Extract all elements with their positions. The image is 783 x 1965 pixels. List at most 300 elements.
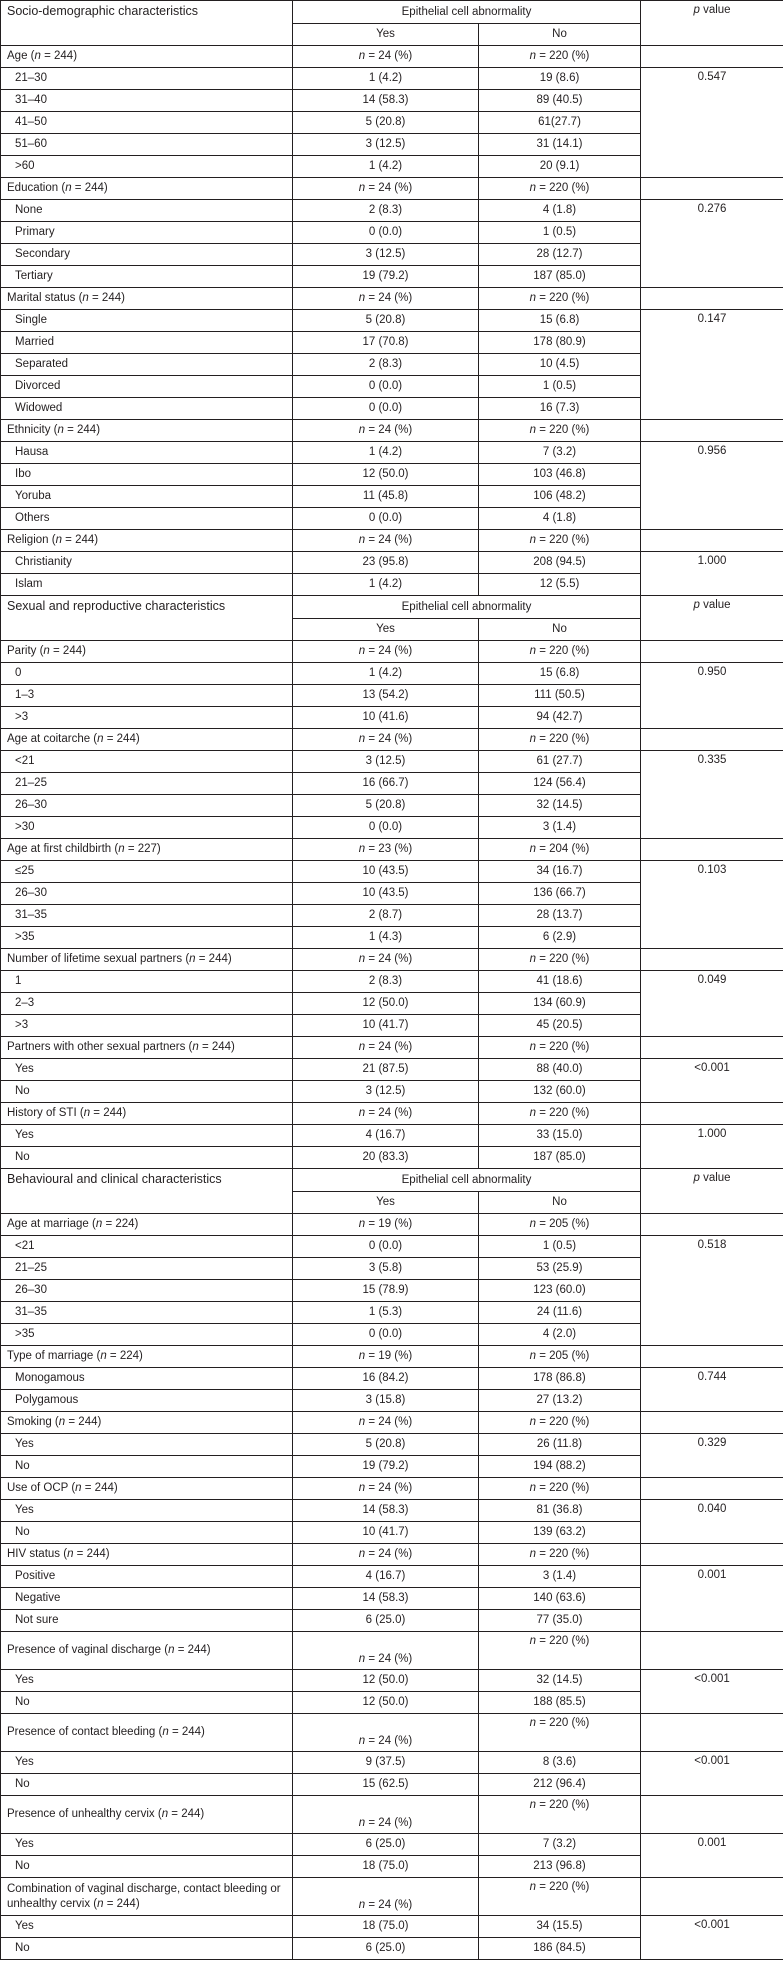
row-yes-value: 14 (58.3): [293, 90, 479, 112]
group-row: [1, 1346, 783, 1368]
table-row: [1, 1125, 783, 1147]
p-value: 0.147: [641, 310, 783, 420]
row-yes-value: 16 (84.2): [293, 1368, 479, 1390]
row-yes-value: 17 (70.8): [293, 332, 479, 354]
row-no-value: 61(27.7): [479, 112, 641, 134]
group-row: [1, 178, 783, 200]
row-no-value: 53 (25.9): [479, 1258, 641, 1280]
row-no-value: 24 (11.6): [479, 1302, 641, 1324]
group-yes-n: n = 24 (%): [293, 1412, 479, 1434]
row-no-value: 1 (0.5): [479, 376, 641, 398]
row-label: No: [1, 1147, 293, 1169]
no-column-header: No: [479, 24, 641, 46]
row-yes-value: 18 (75.0): [293, 1916, 479, 1938]
group-label: Marital status (n = 244): [1, 288, 293, 310]
no-column-header: No: [479, 619, 641, 641]
table-row: [1, 68, 783, 90]
group-p-spacer: [641, 949, 783, 971]
group-no-n: n = 220 (%): [479, 178, 641, 200]
group-no-n: n = 220 (%): [479, 46, 641, 68]
row-label: Yes: [1, 1434, 293, 1456]
row-no-value: 194 (88.2): [479, 1456, 641, 1478]
row-yes-value: 12 (50.0): [293, 993, 479, 1015]
p-value-header: p value: [641, 596, 783, 641]
row-yes-value: 1 (4.2): [293, 68, 479, 90]
group-p-spacer: [641, 530, 783, 552]
row-yes-value: 15 (62.5): [293, 1774, 479, 1796]
row-label: No: [1, 1938, 293, 1960]
row-yes-value: 10 (41.7): [293, 1015, 479, 1037]
row-yes-value: 10 (43.5): [293, 861, 479, 883]
row-label: 31–40: [1, 90, 293, 112]
row-label: Secondary: [1, 244, 293, 266]
group-p-spacer: [641, 1346, 783, 1368]
group-yes-n: n = 24 (%): [293, 178, 479, 200]
row-label: Separated: [1, 354, 293, 376]
row-yes-value: 3 (12.5): [293, 134, 479, 156]
row-label: Yes: [1, 1125, 293, 1147]
group-row: [1, 46, 783, 68]
table-row: [1, 971, 783, 993]
row-label: Married: [1, 332, 293, 354]
row-label: Hausa: [1, 442, 293, 464]
table-row: [1, 1236, 783, 1258]
row-yes-value: 4 (16.7): [293, 1566, 479, 1588]
group-no-n: n = 220 (%): [479, 530, 641, 552]
group-label: Age at coitarche (n = 244): [1, 729, 293, 751]
group-row: [1, 641, 783, 663]
group-yes-n: n = 24 (%): [293, 420, 479, 442]
p-value: 0.744: [641, 1368, 783, 1412]
row-yes-value: 1 (4.2): [293, 156, 479, 178]
row-yes-value: 0 (0.0): [293, 817, 479, 839]
table-row: [1, 1566, 783, 1588]
row-no-value: 132 (60.0): [479, 1081, 641, 1103]
p-value-header: p value: [641, 1169, 783, 1214]
group-p-spacer: [641, 1878, 783, 1916]
group-label: Type of marriage (n = 224): [1, 1346, 293, 1368]
p-value: 0.547: [641, 68, 783, 178]
group-yes-n: n = 24 (%): [293, 729, 479, 751]
row-no-value: 134 (60.9): [479, 993, 641, 1015]
table-row: [1, 1834, 783, 1856]
row-label: Yes: [1, 1916, 293, 1938]
row-yes-value: 2 (8.3): [293, 354, 479, 376]
row-yes-value: 10 (41.6): [293, 707, 479, 729]
group-no-n: n = 220 (%): [479, 641, 641, 663]
p-value: 0.276: [641, 200, 783, 288]
row-label: Positive: [1, 1566, 293, 1588]
section-title: Behavioural and clinical characteristics: [1, 1169, 293, 1214]
group-p-spacer: [641, 1714, 783, 1752]
group-no-n: n = 220 (%): [479, 1103, 641, 1125]
row-no-value: 4 (1.8): [479, 200, 641, 222]
row-yes-value: 18 (75.0): [293, 1856, 479, 1878]
yes-column-header: Yes: [293, 1192, 479, 1214]
row-yes-value: 5 (20.8): [293, 1434, 479, 1456]
row-no-value: 28 (13.7): [479, 905, 641, 927]
row-label: Primary: [1, 222, 293, 244]
p-value: 0.001: [641, 1834, 783, 1878]
row-label: Yoruba: [1, 486, 293, 508]
row-label: 26–30: [1, 1280, 293, 1302]
row-label: Yes: [1, 1500, 293, 1522]
row-yes-value: 12 (50.0): [293, 1670, 479, 1692]
group-p-spacer: [641, 288, 783, 310]
row-yes-value: 19 (79.2): [293, 1456, 479, 1478]
row-no-value: 178 (86.8): [479, 1368, 641, 1390]
row-no-value: 34 (15.5): [479, 1916, 641, 1938]
row-no-value: 81 (36.8): [479, 1500, 641, 1522]
row-label: No: [1, 1081, 293, 1103]
p-value: 0.001: [641, 1566, 783, 1632]
table-row: [1, 1500, 783, 1522]
table-row: [1, 1916, 783, 1938]
row-label: >35: [1, 927, 293, 949]
p-value: <0.001: [641, 1916, 783, 1960]
row-no-value: 106 (48.2): [479, 486, 641, 508]
group-label: History of STI (n = 244): [1, 1103, 293, 1125]
row-yes-value: 1 (4.2): [293, 574, 479, 596]
row-no-value: 111 (50.5): [479, 685, 641, 707]
table-row: [1, 663, 783, 685]
group-no-n: n = 220 (%): [479, 420, 641, 442]
row-label: 21–25: [1, 773, 293, 795]
group-p-spacer: [641, 1632, 783, 1670]
group-no-n: n = 220 (%): [479, 1878, 641, 1916]
group-p-spacer: [641, 1796, 783, 1834]
row-label: >3: [1, 707, 293, 729]
group-p-spacer: [641, 1214, 783, 1236]
group-label: Presence of vaginal discharge (n = 244): [1, 1632, 293, 1670]
row-label: 0: [1, 663, 293, 685]
group-no-n: n = 220 (%): [479, 1714, 641, 1752]
group-yes-n: n = 24 (%): [293, 641, 479, 663]
group-p-spacer: [641, 420, 783, 442]
group-label: HIV status (n = 244): [1, 1544, 293, 1566]
row-label: 51–60: [1, 134, 293, 156]
p-value: 0.329: [641, 1434, 783, 1478]
row-label: 1: [1, 971, 293, 993]
row-label: Yes: [1, 1752, 293, 1774]
row-label: Tertiary: [1, 266, 293, 288]
group-label: Use of OCP (n = 244): [1, 1478, 293, 1500]
row-label: No: [1, 1456, 293, 1478]
group-yes-n: n = 24 (%): [293, 46, 479, 68]
row-label: Islam: [1, 574, 293, 596]
row-no-value: 139 (63.2): [479, 1522, 641, 1544]
row-label: 41–50: [1, 112, 293, 134]
row-label: >35: [1, 1324, 293, 1346]
row-label: 1–3: [1, 685, 293, 707]
section-header-row: [1, 596, 783, 619]
group-row: [1, 839, 783, 861]
row-no-value: 187 (85.0): [479, 1147, 641, 1169]
group-yes-n: n = 24 (%): [293, 1103, 479, 1125]
row-no-value: 103 (46.8): [479, 464, 641, 486]
row-no-value: 32 (14.5): [479, 795, 641, 817]
p-value-header: p value: [641, 1, 783, 46]
section-header-row: [1, 1169, 783, 1192]
row-label: Monogamous: [1, 1368, 293, 1390]
row-no-value: 208 (94.5): [479, 552, 641, 574]
row-no-value: 178 (80.9): [479, 332, 641, 354]
column-group-header: Epithelial cell abnormality: [293, 596, 641, 619]
group-yes-n: n = 24 (%): [293, 1478, 479, 1500]
table-row: [1, 442, 783, 464]
row-label: Ibo: [1, 464, 293, 486]
row-yes-value: 13 (54.2): [293, 685, 479, 707]
row-yes-value: 19 (79.2): [293, 266, 479, 288]
row-no-value: 20 (9.1): [479, 156, 641, 178]
group-label: Number of lifetime sexual partners (n = 244): [1, 949, 293, 971]
group-p-spacer: [641, 729, 783, 751]
group-p-spacer: [641, 1544, 783, 1566]
row-no-value: 212 (96.4): [479, 1774, 641, 1796]
group-label: Ethnicity (n = 244): [1, 420, 293, 442]
p-value: 0.040: [641, 1500, 783, 1544]
group-row: [1, 1103, 783, 1125]
group-no-n: n = 204 (%): [479, 839, 641, 861]
group-row: [1, 288, 783, 310]
group-label: Smoking (n = 244): [1, 1412, 293, 1434]
group-yes-n: n = 24 (%): [293, 1878, 479, 1916]
row-no-value: 15 (6.8): [479, 310, 641, 332]
group-yes-n: n = 24 (%): [293, 949, 479, 971]
row-label: Single: [1, 310, 293, 332]
row-no-value: 45 (20.5): [479, 1015, 641, 1037]
row-label: No: [1, 1522, 293, 1544]
group-row: [1, 1478, 783, 1500]
group-yes-n: n = 24 (%): [293, 1714, 479, 1752]
p-value: 1.000: [641, 552, 783, 596]
row-label: 26–30: [1, 795, 293, 817]
row-label: None: [1, 200, 293, 222]
group-p-spacer: [641, 1103, 783, 1125]
row-label: No: [1, 1774, 293, 1796]
row-label: Others: [1, 508, 293, 530]
row-yes-value: 0 (0.0): [293, 1324, 479, 1346]
table-body: [1, 1, 783, 1960]
group-row: [1, 729, 783, 751]
row-yes-value: 2 (8.7): [293, 905, 479, 927]
group-label: Parity (n = 244): [1, 641, 293, 663]
group-label: Age at first childbirth (n = 227): [1, 839, 293, 861]
row-label: Yes: [1, 1670, 293, 1692]
row-no-value: 28 (12.7): [479, 244, 641, 266]
row-label: <21: [1, 751, 293, 773]
group-yes-n: n = 24 (%): [293, 288, 479, 310]
section-title: Socio-demographic characteristics: [1, 1, 293, 46]
group-label: Age at marriage (n = 224): [1, 1214, 293, 1236]
row-yes-value: 4 (16.7): [293, 1125, 479, 1147]
row-no-value: 188 (85.5): [479, 1692, 641, 1714]
p-value: <0.001: [641, 1059, 783, 1103]
group-no-n: n = 220 (%): [479, 1544, 641, 1566]
row-label: Polygamous: [1, 1390, 293, 1412]
group-no-n: n = 220 (%): [479, 1796, 641, 1834]
row-yes-value: 0 (0.0): [293, 398, 479, 420]
row-yes-value: 0 (0.0): [293, 376, 479, 398]
row-no-value: 4 (1.8): [479, 508, 641, 530]
yes-column-header: Yes: [293, 619, 479, 641]
row-no-value: 41 (18.6): [479, 971, 641, 993]
group-row: [1, 1796, 783, 1834]
group-no-n: n = 220 (%): [479, 1412, 641, 1434]
row-no-value: 4 (2.0): [479, 1324, 641, 1346]
group-row: [1, 949, 783, 971]
row-yes-value: 1 (4.2): [293, 663, 479, 685]
group-p-spacer: [641, 839, 783, 861]
group-no-n: n = 205 (%): [479, 1346, 641, 1368]
row-yes-value: 20 (83.3): [293, 1147, 479, 1169]
row-no-value: 213 (96.8): [479, 1856, 641, 1878]
group-no-n: n = 220 (%): [479, 729, 641, 751]
row-no-value: 7 (3.2): [479, 1834, 641, 1856]
row-no-value: 186 (84.5): [479, 1938, 641, 1960]
row-label: <21: [1, 1236, 293, 1258]
row-yes-value: 14 (58.3): [293, 1588, 479, 1610]
row-no-value: 3 (1.4): [479, 1566, 641, 1588]
group-no-n: n = 220 (%): [479, 288, 641, 310]
row-yes-value: 12 (50.0): [293, 1692, 479, 1714]
group-label: Presence of unhealthy cervix (n = 244): [1, 1796, 293, 1834]
row-yes-value: 2 (8.3): [293, 200, 479, 222]
row-yes-value: 9 (37.5): [293, 1752, 479, 1774]
table-row: [1, 310, 783, 332]
row-yes-value: 21 (87.5): [293, 1059, 479, 1081]
row-label: >60: [1, 156, 293, 178]
row-no-value: 187 (85.0): [479, 266, 641, 288]
row-yes-value: 0 (0.0): [293, 222, 479, 244]
row-no-value: 32 (14.5): [479, 1670, 641, 1692]
row-label: 31–35: [1, 905, 293, 927]
row-label: 2–3: [1, 993, 293, 1015]
group-yes-n: n = 24 (%): [293, 1632, 479, 1670]
row-yes-value: 3 (15.8): [293, 1390, 479, 1412]
row-yes-value: 23 (95.8): [293, 552, 479, 574]
group-no-n: n = 220 (%): [479, 1037, 641, 1059]
table-row: [1, 861, 783, 883]
row-yes-value: 1 (4.2): [293, 442, 479, 464]
row-no-value: 31 (14.1): [479, 134, 641, 156]
group-yes-n: n = 24 (%): [293, 1544, 479, 1566]
row-yes-value: 0 (0.0): [293, 508, 479, 530]
row-label: No: [1, 1856, 293, 1878]
row-no-value: 10 (4.5): [479, 354, 641, 376]
group-p-spacer: [641, 1412, 783, 1434]
row-label: 21–25: [1, 1258, 293, 1280]
group-label: Combination of vaginal discharge, contact bleeding or unhealthy cervix (n = 244): [1, 1878, 293, 1916]
group-yes-n: n = 23 (%): [293, 839, 479, 861]
row-no-value: 15 (6.8): [479, 663, 641, 685]
row-yes-value: 2 (8.3): [293, 971, 479, 993]
group-p-spacer: [641, 641, 783, 663]
group-label: Partners with other sexual partners (n = 244): [1, 1037, 293, 1059]
row-no-value: 94 (42.7): [479, 707, 641, 729]
section-title: Sexual and reproductive characteristics: [1, 596, 293, 641]
row-label: Yes: [1, 1834, 293, 1856]
row-yes-value: 15 (78.9): [293, 1280, 479, 1302]
table-row: [1, 1434, 783, 1456]
p-value: 0.950: [641, 663, 783, 729]
group-label: Education (n = 244): [1, 178, 293, 200]
row-yes-value: 6 (25.0): [293, 1610, 479, 1632]
row-no-value: 3 (1.4): [479, 817, 641, 839]
row-no-value: 89 (40.5): [479, 90, 641, 112]
row-label: Not sure: [1, 1610, 293, 1632]
row-yes-value: 5 (20.8): [293, 795, 479, 817]
group-p-spacer: [641, 178, 783, 200]
table-row: [1, 552, 783, 574]
group-row: [1, 1878, 783, 1916]
row-yes-value: 14 (58.3): [293, 1500, 479, 1522]
row-yes-value: 0 (0.0): [293, 1236, 479, 1258]
p-value: <0.001: [641, 1670, 783, 1714]
group-row: [1, 530, 783, 552]
row-no-value: 33 (15.0): [479, 1125, 641, 1147]
row-yes-value: 5 (20.8): [293, 310, 479, 332]
yes-column-header: Yes: [293, 24, 479, 46]
row-label: Christianity: [1, 552, 293, 574]
p-value: 0.335: [641, 751, 783, 839]
p-value: 0.049: [641, 971, 783, 1037]
group-yes-n: n = 24 (%): [293, 1037, 479, 1059]
row-label: Yes: [1, 1059, 293, 1081]
row-label: ≤25: [1, 861, 293, 883]
row-yes-value: 10 (41.7): [293, 1522, 479, 1544]
row-no-value: 6 (2.9): [479, 927, 641, 949]
row-yes-value: 5 (20.8): [293, 112, 479, 134]
row-no-value: 1 (0.5): [479, 222, 641, 244]
column-group-header: Epithelial cell abnormality: [293, 1169, 641, 1192]
row-yes-value: 3 (12.5): [293, 1081, 479, 1103]
group-yes-n: n = 19 (%): [293, 1214, 479, 1236]
table-row: [1, 1368, 783, 1390]
table-row: [1, 1670, 783, 1692]
row-no-value: 136 (66.7): [479, 883, 641, 905]
row-no-value: 77 (35.0): [479, 1610, 641, 1632]
row-no-value: 16 (7.3): [479, 398, 641, 420]
table-row: [1, 1752, 783, 1774]
row-no-value: 27 (13.2): [479, 1390, 641, 1412]
group-yes-n: n = 24 (%): [293, 530, 479, 552]
group-row: [1, 1214, 783, 1236]
row-no-value: 124 (56.4): [479, 773, 641, 795]
row-yes-value: 16 (66.7): [293, 773, 479, 795]
section-header-row: [1, 1, 783, 24]
p-value: 0.103: [641, 861, 783, 949]
table-row: [1, 751, 783, 773]
p-value: 0.956: [641, 442, 783, 530]
no-column-header: No: [479, 1192, 641, 1214]
group-row: [1, 1632, 783, 1670]
row-yes-value: 1 (4.3): [293, 927, 479, 949]
row-label: No: [1, 1692, 293, 1714]
row-yes-value: 3 (12.5): [293, 751, 479, 773]
group-label: Age (n = 244): [1, 46, 293, 68]
row-no-value: 26 (11.8): [479, 1434, 641, 1456]
group-row: [1, 1714, 783, 1752]
p-value: 0.518: [641, 1236, 783, 1346]
p-value: 1.000: [641, 1125, 783, 1169]
group-no-n: n = 220 (%): [479, 1478, 641, 1500]
row-yes-value: 3 (5.8): [293, 1258, 479, 1280]
group-row: [1, 420, 783, 442]
row-label: >30: [1, 817, 293, 839]
row-no-value: 123 (60.0): [479, 1280, 641, 1302]
group-p-spacer: [641, 46, 783, 68]
